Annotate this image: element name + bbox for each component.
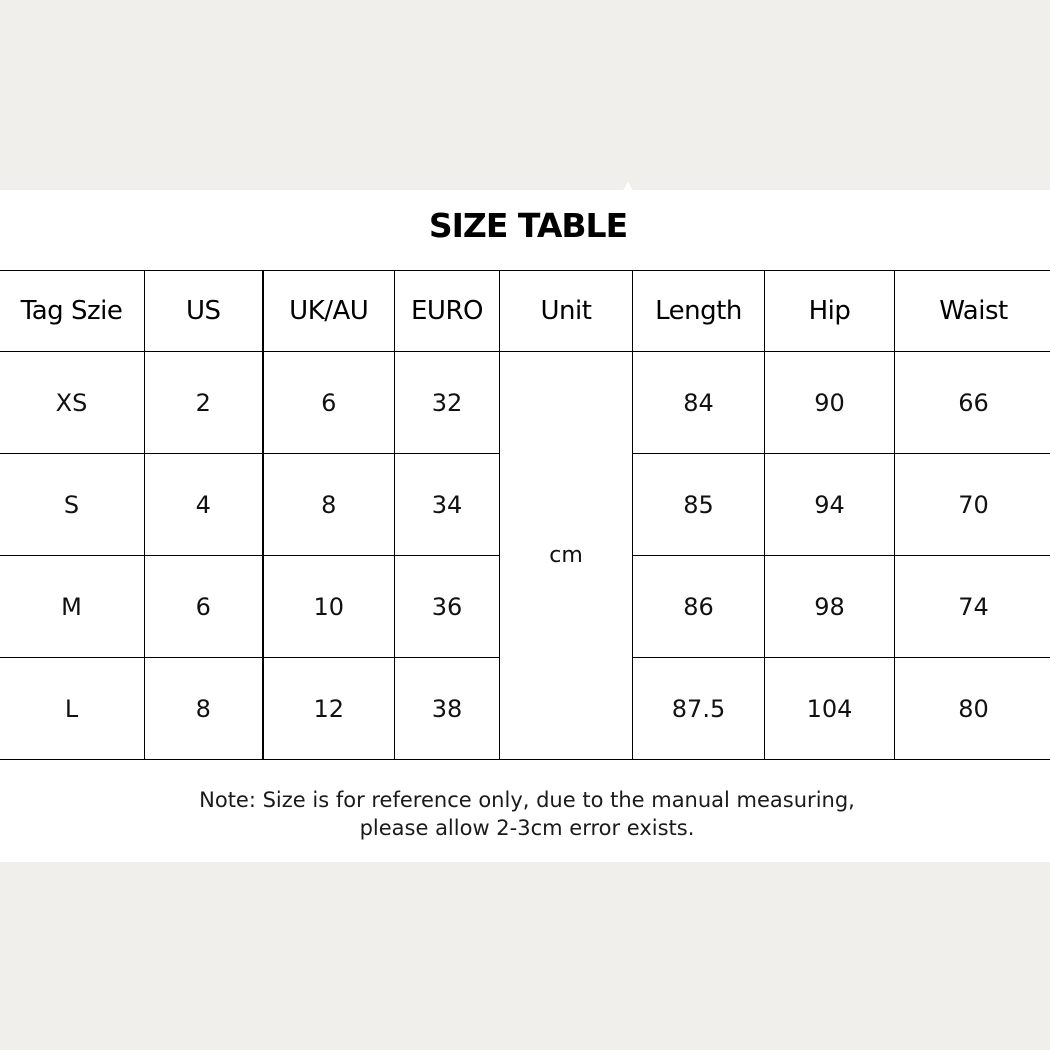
header-waist: Waist xyxy=(895,271,1050,352)
header-us: US xyxy=(145,271,263,352)
cell-hip: 104 xyxy=(765,658,895,760)
header-length: Length xyxy=(633,271,765,352)
header-tag-size: Tag Szie xyxy=(0,271,145,352)
cell-waist: 70 xyxy=(895,454,1050,556)
cell-tag: XS xyxy=(0,352,145,454)
cell-tag: M xyxy=(0,556,145,658)
table-row xyxy=(0,352,1050,454)
table-header-row xyxy=(0,271,1050,352)
cell-waist: 80 xyxy=(895,658,1050,760)
cell-us: 8 xyxy=(145,658,263,760)
cell-uk-au: 12 xyxy=(263,658,395,760)
page-title: SIZE TABLE xyxy=(428,206,628,245)
cell-waist: 66 xyxy=(895,352,1050,454)
cell-tag: S xyxy=(0,454,145,556)
cell-hip: 90 xyxy=(765,352,895,454)
panel-notch xyxy=(622,182,634,192)
note-line-2: please allow 2-3cm error exists. xyxy=(359,816,695,840)
cell-us: 2 xyxy=(145,352,263,454)
cell-length: 86 xyxy=(633,556,765,658)
cell-us: 6 xyxy=(145,556,263,658)
header-uk-au: UK/AU xyxy=(263,271,395,352)
cell-uk-au: 8 xyxy=(263,454,395,556)
cell-euro: 38 xyxy=(395,658,500,760)
cell-hip: 94 xyxy=(765,454,895,556)
cell-length: 85 xyxy=(633,454,765,556)
cell-euro: 32 xyxy=(395,352,500,454)
cell-length: 87.5 xyxy=(633,658,765,760)
note-line-1: Note: Size is for reference only, due to the manual measuring, xyxy=(199,788,855,812)
header-hip: Hip xyxy=(765,271,895,352)
cell-us: 4 xyxy=(145,454,263,556)
header-euro: EURO xyxy=(395,271,500,352)
cell-waist: 74 xyxy=(895,556,1050,658)
cell-length: 84 xyxy=(633,352,765,454)
cell-uk-au: 10 xyxy=(263,556,395,658)
cell-unit: cm xyxy=(500,352,633,760)
measurement-note xyxy=(0,786,1050,842)
header-unit: Unit xyxy=(500,271,633,352)
cell-tag: L xyxy=(0,658,145,760)
cell-uk-au: 6 xyxy=(263,352,395,454)
cell-euro: 36 xyxy=(395,556,500,658)
size-table xyxy=(0,270,1050,760)
cell-euro: 34 xyxy=(395,454,500,556)
cell-hip: 98 xyxy=(765,556,895,658)
